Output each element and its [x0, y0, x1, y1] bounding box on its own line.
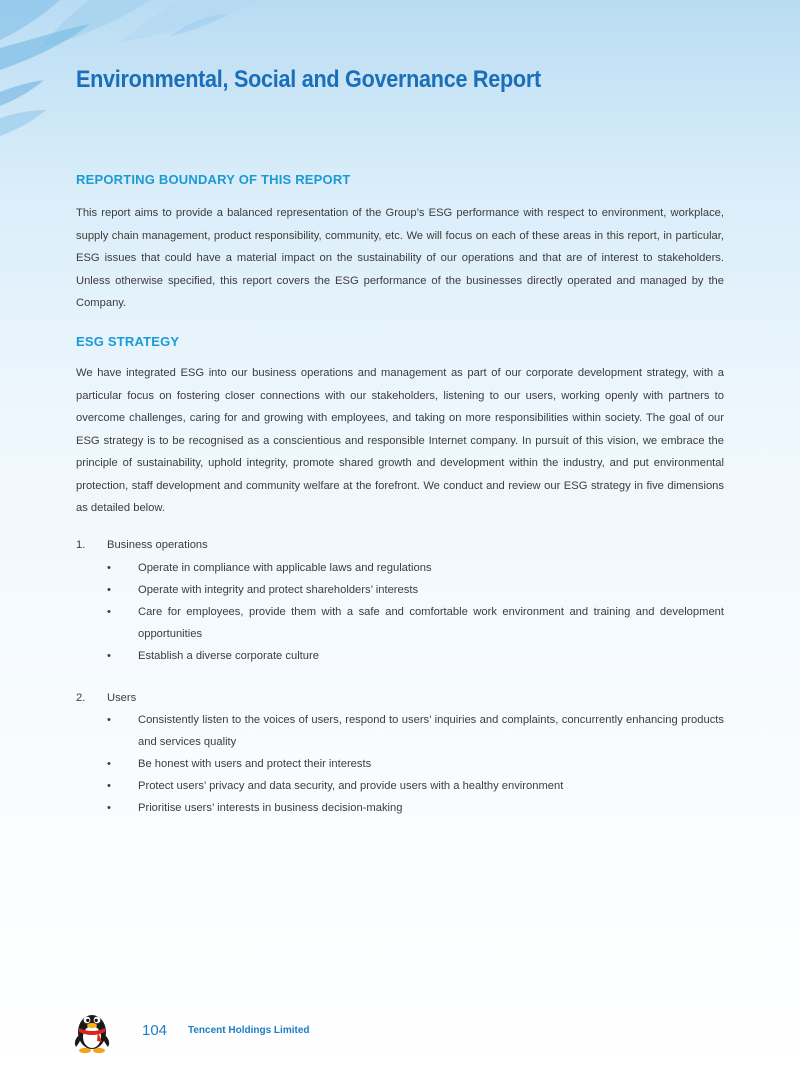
- bullet-glyph: •: [107, 649, 111, 662]
- penguin-logo-icon: [72, 1006, 112, 1054]
- bullet-text: Operate with integrity and protect shareholders’ interests: [138, 583, 419, 596]
- bullet-glyph: •: [107, 714, 111, 726]
- bullet-glyph: •: [107, 561, 111, 574]
- bullet-glyph: •: [107, 780, 111, 792]
- bullet-text: Protect users’ privacy and data security, and provide users with a healthy environment: [138, 780, 564, 792]
- bullet-glyph: •: [107, 583, 111, 596]
- esg-dimensions-list: [76, 534, 724, 819]
- section-heading-reporting-boundary: REPORTING BOUNDARY OF THIS REPORT: [76, 172, 351, 187]
- dimension-number: 2.: [76, 691, 86, 704]
- bullet-item: [76, 601, 724, 645]
- bullet-text: Care for employees, provide them with a safe and comfortable work environment and training and development opportunities: [138, 605, 724, 640]
- esg-strategy-paragraph: We have integrated ESG into our business operations and management as part of our corporate development strategy, with a particular focus on fostering closer connections with our stakeholders, listening to our users, working openly with partners to overcome challenges, caring for and growing with employees, and taking on more responsibilities within society. The goal of our ESG strategy is to be recognised as a conscientious and responsible Internet company. In pursuit of this vision, we embrace the principle of sustainability, uphold integrity, promote shared growth and development within the industry, and put environmental protection, staff development and community welfare at the forefront. We conduct and review our ESG strategy in five dimensions as detailed below.: [76, 367, 724, 514]
- bullet-text: Consistently listen to the voices of users, respond to users’ inquiries and complaints, concurrently enhancing products and services quality: [138, 714, 724, 748]
- bullet-text: Be honest with users and protect their interests: [138, 758, 372, 770]
- bullet-item: [76, 709, 724, 753]
- bullet-glyph: •: [107, 802, 111, 814]
- bullet-text: Operate in compliance with applicable laws and regulations: [138, 561, 432, 574]
- dimension-item: [76, 687, 724, 820]
- bullet-glyph: •: [107, 758, 111, 770]
- dimension-title: Business operations: [107, 539, 208, 551]
- bullet-list: [76, 709, 724, 819]
- bullet-item: [76, 753, 724, 775]
- bullet-list: [76, 557, 724, 667]
- bullet-item: [76, 645, 724, 667]
- dimension-title: Users: [107, 691, 137, 704]
- page-title: Environmental, Social and Governance Report: [76, 66, 541, 93]
- reporting-boundary-paragraph: This report aims to provide a balanced representation of the Group’s ESG performance with respect to environment, workplace, supply chain management, product responsibility, community, etc. We will focus on each of these areas in this report, in particular, ESG issues that could have a material impact on the sustainability of our operations and that are of interest to stakeholders. Unless otherwise specified, this report covers the ESG performance of the businesses directly operated and managed by the Company.: [76, 207, 724, 309]
- bullet-text: Establish a diverse corporate culture: [138, 649, 319, 662]
- dimension-number: 1.: [76, 539, 86, 551]
- page-number: 104: [142, 1022, 168, 1039]
- bullet-item: [76, 797, 724, 819]
- bullet-item: [76, 557, 724, 579]
- bullet-item: [76, 775, 724, 797]
- bullet-glyph: •: [107, 605, 111, 618]
- section-heading-esg-strategy: ESG STRATEGY: [76, 334, 180, 349]
- bullet-item: [76, 579, 724, 601]
- bullet-text: Prioritise users’ interests in business decision-making: [138, 802, 403, 814]
- dimension-item: [76, 534, 724, 667]
- company-name: Tencent Holdings Limited: [188, 1025, 310, 1036]
